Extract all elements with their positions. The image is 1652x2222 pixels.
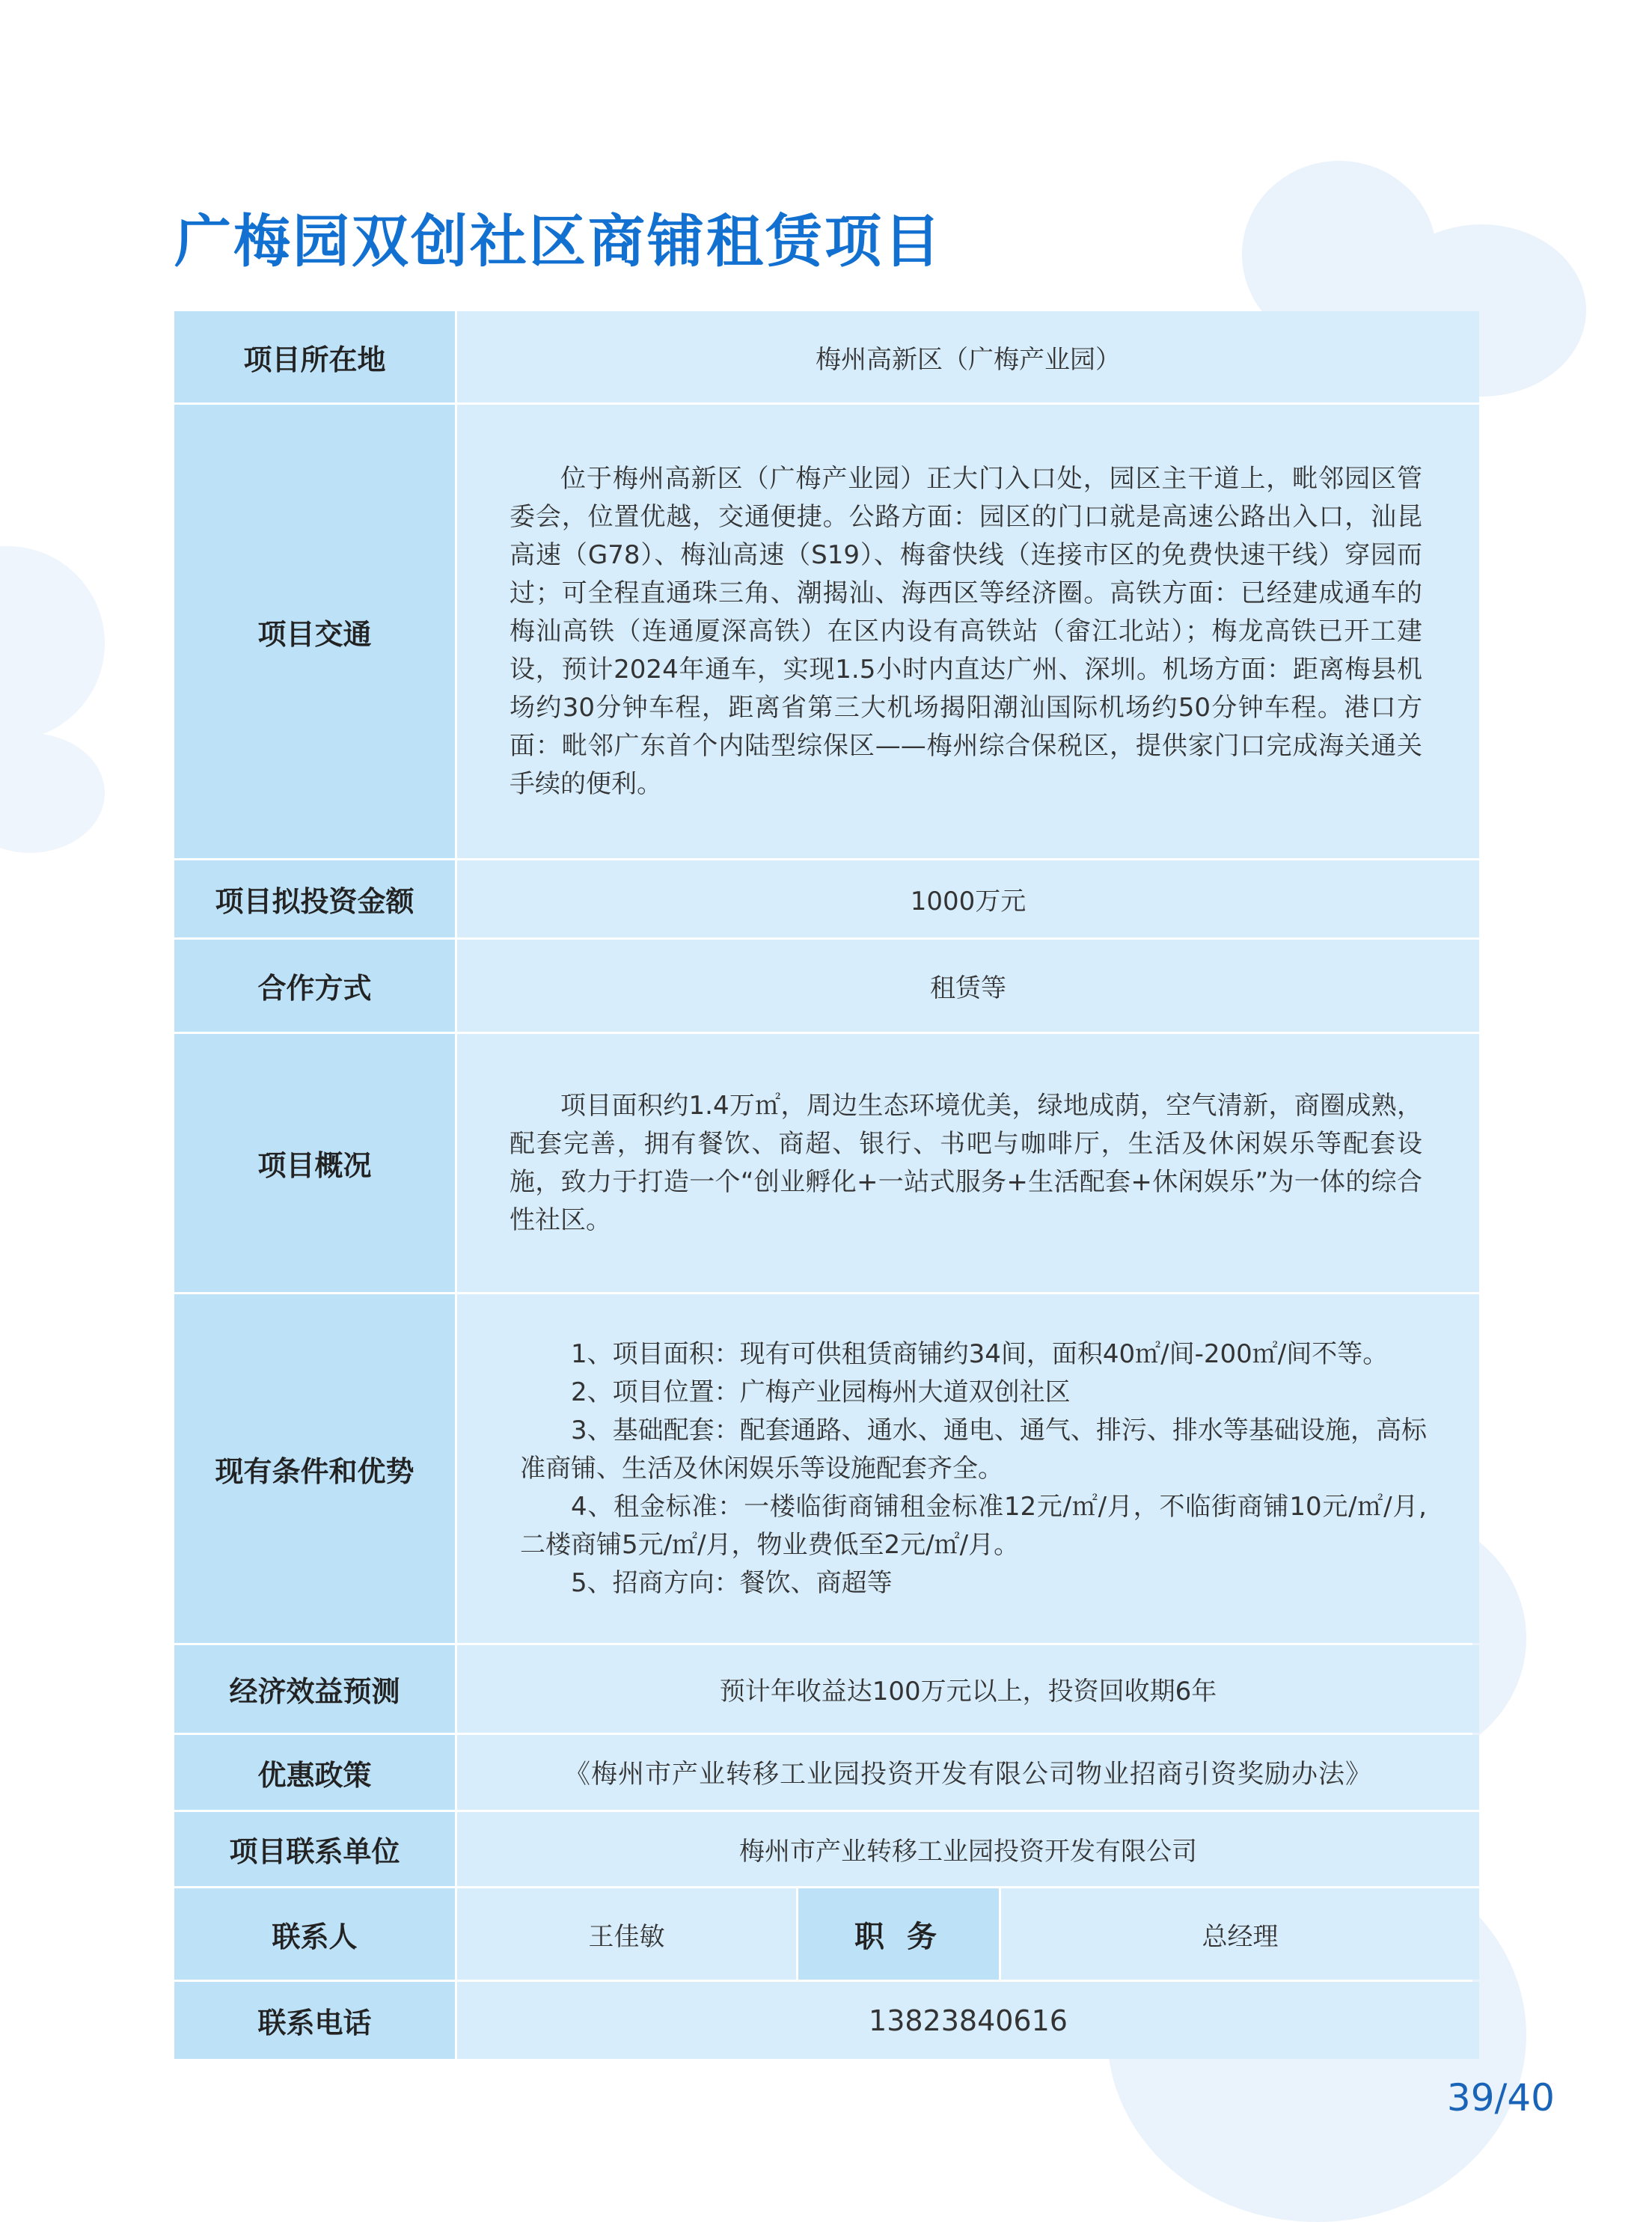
- condition-item: 4、租金标准：一楼临街商铺租金标准12元/㎡/月，不临街商铺10元/㎡/月,二楼商铺5元/㎡/月，物业费低至2元/㎡/月。: [520, 1491, 1427, 1560]
- row-value-overview-cell: [457, 1034, 1479, 1292]
- row-value-traffic-cell: [457, 405, 1479, 858]
- condition-item: 3、基础配套：配套通路、通水、通电、通气、排污、排水等基础设施，高标准商铺、生活及休闲娱乐等设施配套齐全。: [520, 1415, 1427, 1484]
- project-info-table: [174, 311, 1472, 2059]
- condition-item: 5、招商方向：餐饮、商超等: [571, 1567, 893, 1598]
- row-label-benefit: 经济效益预测: [174, 1645, 455, 1733]
- page-title: 广梅园双创社区商铺租赁项目: [174, 208, 943, 275]
- row-value-investment: 1000万元: [457, 860, 1479, 937]
- row-value-cooperation: 租赁等: [457, 940, 1479, 1032]
- row-label-investment: 项目拟投资金额: [174, 860, 455, 937]
- row-value-traffic: 位于梅州高新区（广梅产业园）正大门入口处，园区主干道上，毗邻园区管委会，位置优越，交通便捷。公路方面：园区的门口就是高速公路出入口，汕昆高速（G78）、梅汕高速（S19）、梅畲快线（连接市区的免费快速干线）穿园而过；可全程直通珠三角、潮揭汕、海西区等经济圈。高铁方面：已经建成通车的梅汕高铁（连通厦深高铁）在区内设有高铁站（畲江北站）；梅龙高铁已开工建设，预计2024年通车，实现1.5小时内直达广州、深圳。机场方面：距离梅县机场约30分钟车程，距离省第三大机场揭阳潮汕国际机场约50分钟车程。港口方面：毗邻广东首个内陆型综保区——梅州综合保税区，提供家门口完成海关通关手续的便利。: [510, 463, 1422, 799]
- background-flower-left: [0, 546, 105, 741]
- condition-item: 1、项目面积：现有可供租赁商铺约34间，面积40㎡/间-200㎡/间不等。: [571, 1338, 1389, 1369]
- row-label-conditions: 现有条件和优势: [174, 1294, 455, 1643]
- row-value-benefit: 预计年收益达100万元以上，投资回收期6年: [457, 1645, 1479, 1733]
- row-value-unit: 梅州市产业转移工业园投资开发有限公司: [457, 1812, 1479, 1886]
- condition-item: 2、项目位置：广梅产业园梅州大道双创社区: [571, 1377, 1071, 1407]
- row-value-contact: 王佳敏: [457, 1888, 796, 1980]
- row-value-phone: 13823840616: [457, 1982, 1479, 2059]
- row-label-policy: 优惠政策: [174, 1735, 455, 1810]
- row-label-position: 职 务: [798, 1888, 999, 1980]
- row-value-position: 总经理: [1001, 1888, 1479, 1980]
- background-flower-left-2: [0, 733, 105, 853]
- row-value-conditions-cell: [457, 1294, 1479, 1643]
- row-value-overview: 项目面积约1.4万㎡，周边生态环境优美，绿地成荫，空气清新，商圈成熟，配套完善，拥有餐饮、商超、银行、书吧与咖啡厅，生活及休闲娱乐等配套设施，致力于打造一个“创业孵化+一站式服务+生活配套+休闲娱乐”为一体的综合性社区。: [510, 1090, 1422, 1235]
- row-label-cooperation: 合作方式: [174, 940, 455, 1032]
- row-label-overview: 项目概况: [174, 1034, 455, 1292]
- row-label-contact: 联系人: [174, 1888, 455, 1980]
- row-value-location: 梅州高新区（广梅产业园）: [457, 311, 1479, 403]
- row-label-phone: 联系电话: [174, 1982, 455, 2059]
- row-value-policy: 《梅州市产业转移工业园投资开发有限公司物业招商引资奖励办法》: [457, 1735, 1479, 1810]
- row-label-unit: 项目联系单位: [174, 1812, 455, 1886]
- row-label-location: 项目所在地: [174, 311, 455, 403]
- page-number: 39/40: [1446, 2076, 1555, 2120]
- row-label-traffic: 项目交通: [174, 405, 455, 858]
